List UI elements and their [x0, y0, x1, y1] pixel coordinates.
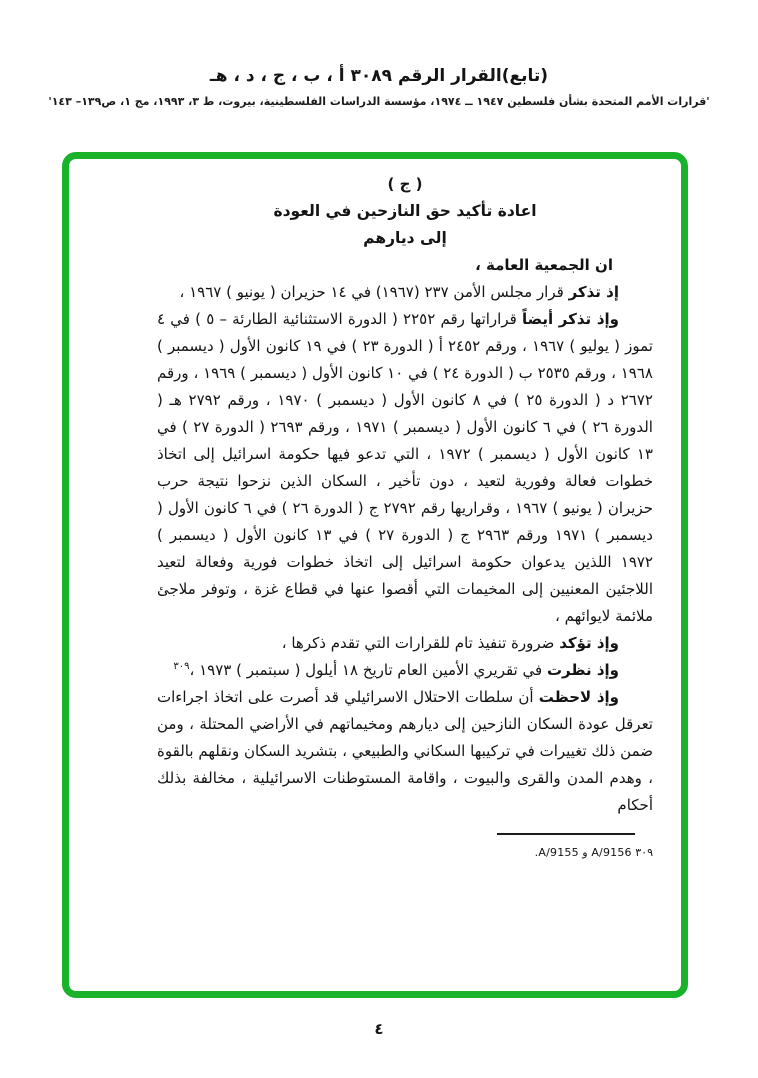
preamble-paragraph [157, 279, 653, 306]
resolution-body [69, 159, 681, 866]
paragraph-text: في تقريري الأمين العام تاريخ ١٨ أيلول ( سبتمبر ) ١٩٧٣ ، [189, 661, 547, 679]
page-number: ٤ [374, 1020, 384, 1038]
paragraph-text: قرار مجلس الأمن ٢٣٧ (١٩٦٧) في ١٤ حزيران ( يونيو ) ١٩٦٧ ، [179, 283, 569, 301]
paragraph-lead: وإذ نظرت [546, 661, 619, 679]
preamble-paragraph [157, 306, 653, 630]
resolution-title-line1: اعادة تأكيد حق النازحين في العودة [273, 202, 537, 220]
page-header [0, 66, 758, 108]
paragraph-lead: إذ تذكر [568, 283, 619, 301]
footnote-reference-marker: ٣٠٩ [173, 661, 190, 672]
section-letter: ( ج ) [387, 175, 423, 193]
preamble-intro: ان الجمعية العامة ، [475, 256, 613, 274]
preamble-paragraph [157, 630, 653, 657]
footnote-block [157, 833, 653, 866]
paragraph-lead: وإذ تؤكد [559, 634, 619, 652]
source-citation: 'قرارات الأمم المتحدة بشأن فلسطين ١٩٤٧ ــ ١٩٧٤، مؤسسة الدراسات الفلسطينية، بيروت، ط ٣، ١٩٩٣، مج ١، ص١٣٩– ١٤٣' [48, 95, 710, 108]
preamble-paragraph [157, 657, 653, 684]
paragraph-text: ضرورة تنفيذ تام للقرارات التي تقدم ذكرها ، [281, 634, 560, 652]
paragraph-text: قراراتها رقم ٢٢٥٢ ( الدورة الاستثنائية الطارئة – ٥ ) في ٤ تموز ( يوليو ) ١٩٦٧ ، ورقم ٢٤٥٢ أ ( الدورة ٢٣ ) في ١٩ كانون الأول ( ديسمبر ) ١٩٦٨ ، ورقم ٢٥٣٥ ب ( الدورة ٢٤ ) في ١٠ كانون الأول ( ديسمبر ) ١٩٦٩ ، ورقم ٢٦٧٢ د ( الدورة ٢٥ ) في ٨ كانون الأول ( ديسمبر ) ١٩٧٠ ، ورقم ٢٧٩٢ هـ ( الدورة ٢٦ ) في ٦ كانون الأول ( ديسمبر ) ١٩٧١ ، ورقم ٢٦٩٣ ( الدورة ٢٧ ) في ١٣ كانون الأول ( ديسمبر ) ١٩٧٢ ، التي تدعو فيها حكومة اسرائيل إلى اتخاذ خطوات فعالة وفورية لتعيد ، دون تأخير ، السكان الذين نزحوا نتيجة حرب حزيران ( يونيو ) ١٩٦٧ ، وقراريها رقم ٢٧٩٢ ج ( الدورة ٢٦ ) في ٦ كانون الأول ( ديسمبر ) ١٩٧١ ورقم ٢٩٦٣ ج ( الدورة ٢٧ ) في ١٣ كانون الأول ( ديسمبر ) ١٩٧٢ اللذين يدعوان حكومة اسرائيل إلى اتخاذ خطوات فورية وفعالة لتعيد اللاجئين المعنيين إلى المخيمات التي أقصوا عنها في قطاع غزة ، وتوفر ملاجئ ملائمة لايوائهم ، [157, 310, 654, 625]
preamble-paragraph [157, 684, 653, 819]
paragraph-lead: وإذ لاحظت [538, 688, 620, 706]
footnote-text: ٣٠٩ A/9156 و A/9155. [534, 846, 653, 859]
footnote-separator-rule [497, 833, 635, 835]
green-scan-frame [62, 152, 688, 998]
paragraph-text: أن سلطات الاحتلال الاسرائيلي قد أصرت على اتخاذ اجراءات تعرقل عودة السكان النازحين إلى ديارهم ومخيماتهم في الأراضي المحتلة ، ومن ضمن ذلك تغييرات في تركيبها السكاني والطبيعي ، بتشريد السكان ونقلهم بالقوة ، وهدم المدن والقرى والبيوت ، واقامة المستوطنات الاسرائيلية ، مخالفة بذلك أحكام [157, 688, 653, 814]
resolution-title-line2: إلى ديارهم [363, 229, 447, 247]
paragraph-lead: وإذ تذكر أيضاً [521, 310, 619, 328]
resolution-continued-title: (تابع)القرار الرقم ٣٠٨٩ أ ، ب ، ج ، د ، هـ [209, 66, 549, 86]
